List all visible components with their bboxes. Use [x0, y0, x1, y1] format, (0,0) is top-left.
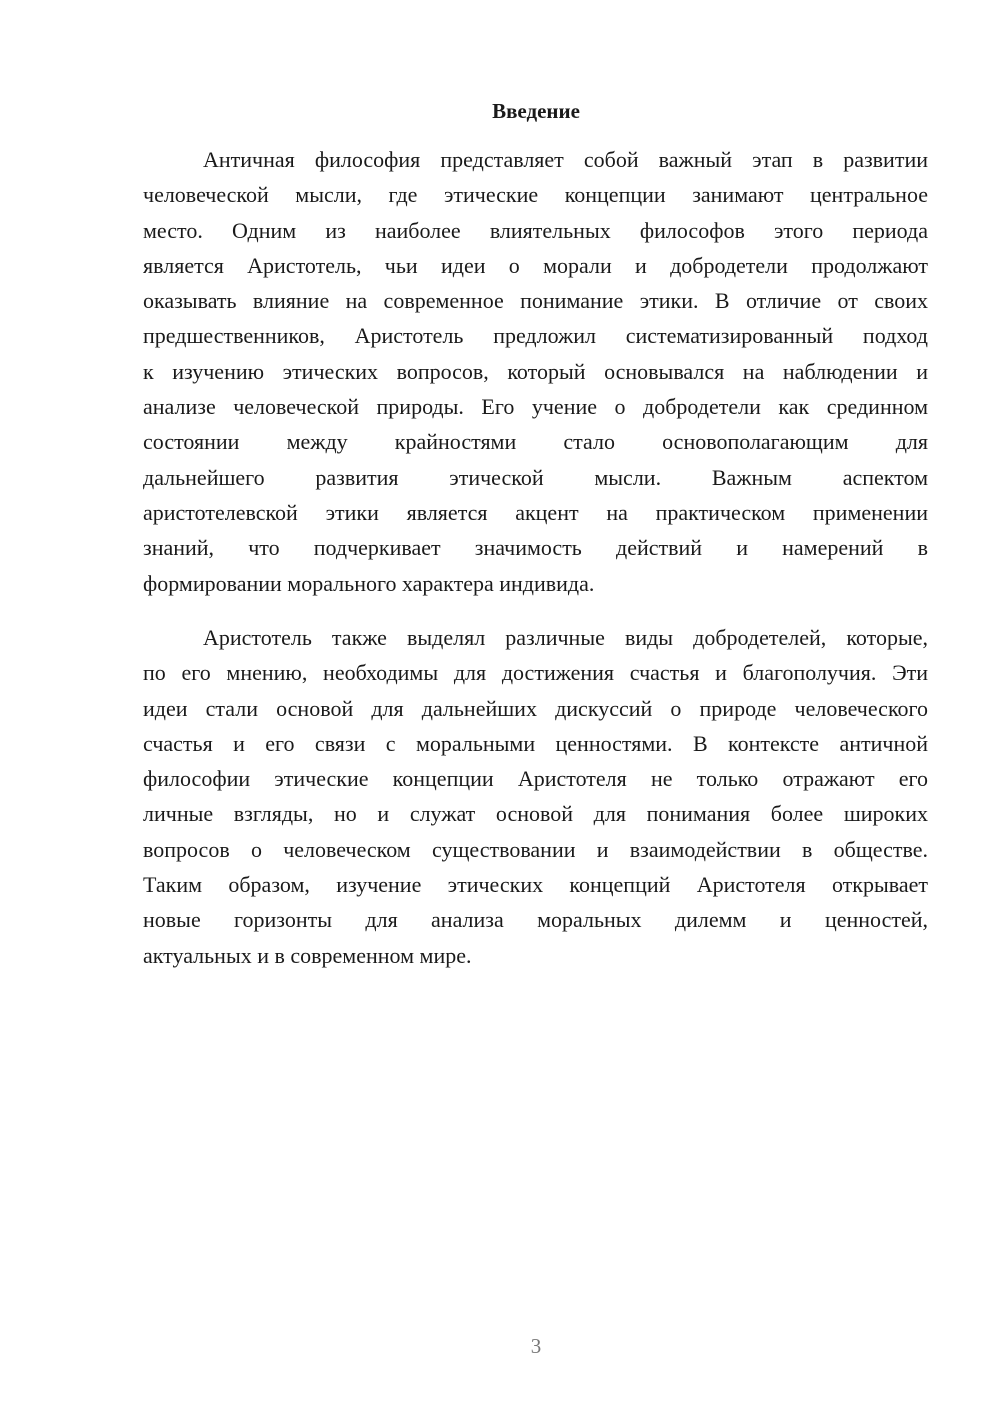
- page-number: 3: [530, 1334, 542, 1358]
- text-line: к изучению этических вопросов, который основывался на наблюдении и: [143, 358, 928, 384]
- text-line: место. Одним из наиболее влиятельных философов этого периода: [143, 217, 928, 243]
- text-line: вопросов о человеческом существовании и взаимодействии в обществе.: [143, 836, 928, 862]
- text-line: Античная философия представляет собой важный этап в развитии: [203, 147, 928, 172]
- text-line: анализе человеческой природы. Его учение о добродетели как срединном: [143, 394, 928, 420]
- text-line: оказывать влияние на современное понимание этики. В отличие от своих: [143, 288, 928, 314]
- text-line: по его мнению, необходимы для достижения счастья и благополучия. Эти: [143, 660, 928, 686]
- text-line: аристотелевской этики является акцент на практическом применении: [143, 499, 928, 525]
- section-heading: Введение: [492, 99, 580, 123]
- text-line: философии этические концепции Аристотеля не только отражают его: [143, 766, 928, 792]
- paragraph-1: [143, 142, 928, 601]
- text-line: человеческой мысли, где этические концепции занимают центральное: [143, 182, 928, 208]
- text-line: актуальных и в современном мире.: [143, 942, 472, 968]
- text-line: предшественников, Аристотель предложил систематизированный подход: [143, 323, 928, 349]
- text-line: новые горизонты для анализа моральных дилемм и ценностей,: [143, 907, 928, 933]
- text-line: личные взгляды, но и служат основой для понимания более широких: [143, 801, 928, 827]
- text-line: Таким образом, изучение этических концепций Аристотеля открывает: [143, 872, 928, 898]
- text-line: счастья и его связи с моральными ценностями. В контексте античной: [143, 730, 928, 756]
- text-line: состоянии между крайностями стало основополагающим для: [143, 429, 928, 455]
- text-line: формировании морального характера индивида.: [143, 570, 595, 596]
- text-line: знаний, что подчеркивает значимость действий и намерений в: [143, 535, 928, 561]
- text-line: дальнейшего развития этической мысли. Важным аспектом: [143, 464, 928, 490]
- paragraph-2: [143, 620, 928, 973]
- text-line: является Аристотель, чьи идеи о морали и добродетели продолжают: [143, 252, 928, 278]
- text-line: идеи стали основой для дальнейших дискуссий о природе человеческого: [143, 695, 928, 721]
- text-line: Аристотель также выделял различные виды добродетелей, которые,: [203, 625, 928, 650]
